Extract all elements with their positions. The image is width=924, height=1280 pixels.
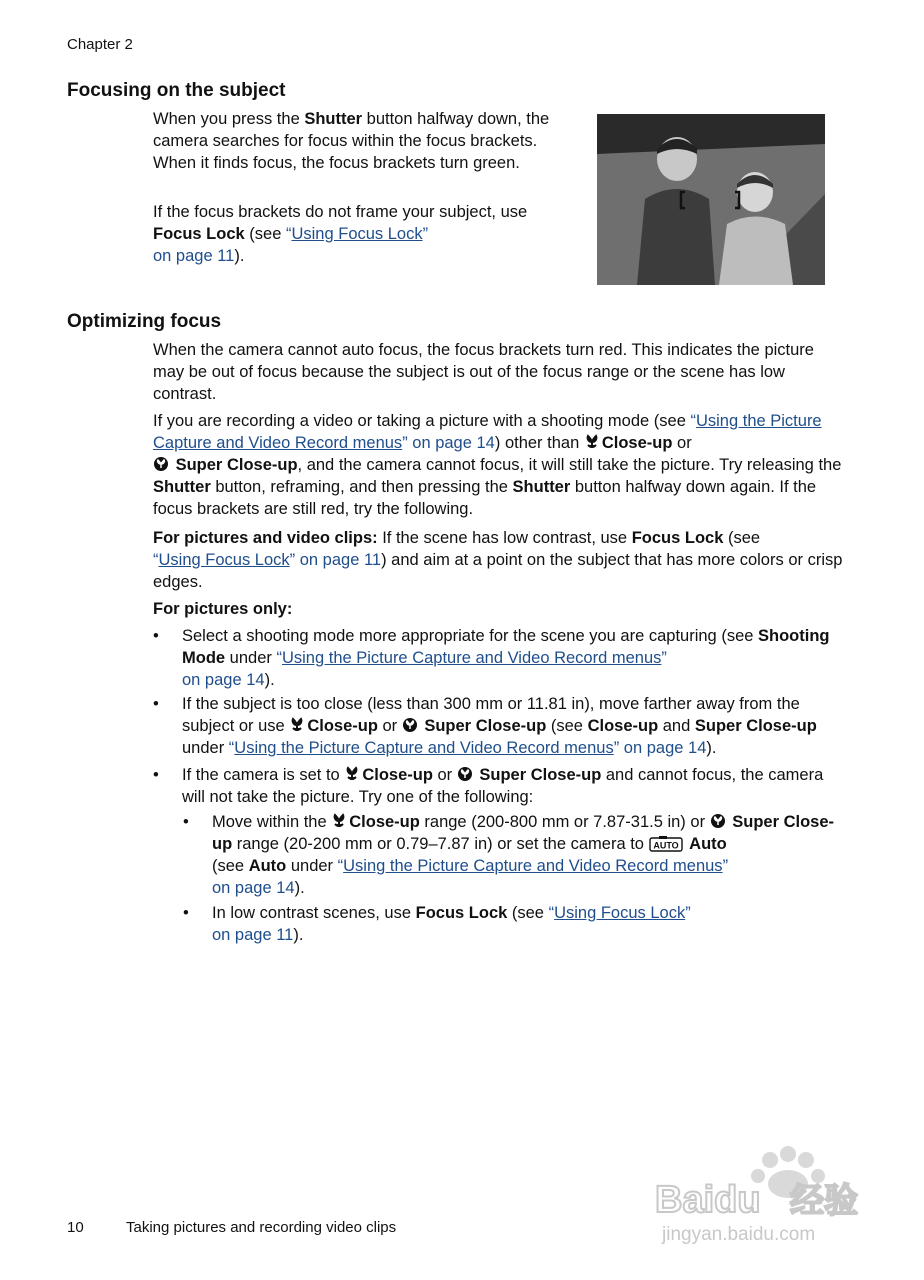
watermark-jingyan: 经验 [790, 1181, 858, 1221]
link-picture-capture-menus-3[interactable]: “Using the Picture Capture and Video Record menus” on page 14 [228, 739, 707, 757]
optimizing-paragraph-3: For pictures and video clips: If the scene has low contrast, use Focus Lock (see “Using Focus Lock” on page 11) and aim at a point on the subject that has more colors or crisp edges. [153, 529, 843, 591]
link-picture-capture-menus[interactable]: “Using the Picture Capture and Video Record menus” on page 14 [153, 412, 822, 452]
sub-bullet-mark: • [183, 813, 189, 831]
sub-bullet-1: Move within the Close-up range (200-800 mm or 7.87-31.5 in) or Super Close-up range (20-200 mm or 0.79–7.87 in) or set the camera to AUTO Auto (see Auto under “Using the Picture Capture and Video Record menus” on page 14). [212, 813, 835, 897]
watermark-baidu: Baidu [655, 1179, 761, 1221]
sub-bullet-mark: • [183, 904, 189, 922]
chapter-header: Chapter 2 [67, 36, 133, 53]
link-using-focus-lock[interactable]: “Using Focus Lock” on page 11 [153, 225, 429, 265]
watermark-url: jingyan.baidu.com [662, 1224, 816, 1245]
page-number: 10 [67, 1219, 84, 1236]
footer-title: Taking pictures and recording video clips [126, 1219, 397, 1236]
link-picture-capture-menus-2[interactable]: “Using the Picture Capture and Video Record menus” on page 14 [182, 649, 667, 689]
link-picture-capture-menus-4[interactable]: “Using the Picture Capture and Video Record menus” on page 14 [212, 857, 729, 897]
link-using-focus-lock-2[interactable]: “Using Focus Lock” on page 11 [153, 551, 382, 569]
flower-macro-icon [344, 766, 360, 782]
optimizing-paragraph-1: When the camera cannot auto focus, the focus brackets turn red. This indicates the picture may be out of focus because the subject is out of the focus range or the scene has low contrast. [153, 341, 814, 403]
bullet-mark: • [153, 627, 159, 645]
bullet-2: If the subject is too close (less than 300 mm or 11.81 in), move farther away from the subject or use Close-up or Super Close-up (see Close-up and Super Close-up under “Using the Picture Capture and Video Record menus” on page 14). [182, 695, 817, 757]
sub-bullet-2: In low contrast scenes, use Focus Lock (see “Using Focus Lock” on page 11). [212, 904, 691, 944]
baidu-watermark [650, 1140, 880, 1250]
auto-icon-label: AUTO [652, 840, 679, 851]
section-title-optimizing: Optimizing focus [67, 311, 222, 332]
super-macro-icon [402, 717, 418, 733]
boys-photo [597, 114, 825, 285]
bullet-mark: • [153, 766, 159, 784]
for-pictures-only-heading: For pictures only: [153, 600, 293, 618]
auto-mode-icon [649, 835, 683, 852]
flower-macro-icon [331, 813, 347, 829]
focusing-paragraph-2: If the focus brackets do not frame your subject, use Focus Lock (see “Using Focus Lock” on page 11). [153, 203, 528, 265]
super-macro-icon [153, 456, 169, 472]
flower-macro-icon [289, 717, 305, 733]
super-macro-icon [710, 813, 726, 829]
flower-macro-icon [584, 434, 600, 450]
bullet-1: Select a shooting mode more appropriate for the scene you are capturing (see Shooting Mode under “Using the Picture Capture and Video Record menus” on page 14). [182, 627, 830, 689]
super-macro-icon [457, 766, 473, 782]
bullet-mark: • [153, 695, 159, 713]
section-title-focusing: Focusing on the subject [67, 80, 286, 101]
optimizing-paragraph-2: If you are recording a video or taking a picture with a shooting mode (see “Using the Picture Capture and Video Record menus” on page 14) other than Close-up or Super Close-up, and the camera cannot focus, it will still take the picture. Try releasing the Shutter button, reframing, and then pressing the Shutter button halfway down again. If the focus brackets are still red, try the following. [153, 412, 842, 518]
photo-illustration [597, 114, 825, 285]
bullet-3: If the camera is set to Close-up or Super Close-up and cannot focus, the camera will not take the picture. Try one of the following: [182, 766, 824, 806]
focusing-paragraph-1: When you press the Shutter button halfway down, the camera searches for focus within the focus brackets. When it finds focus, the focus brackets turn green. [153, 110, 550, 172]
link-using-focus-lock-3[interactable]: “Using Focus Lock” on page 11 [212, 904, 691, 944]
